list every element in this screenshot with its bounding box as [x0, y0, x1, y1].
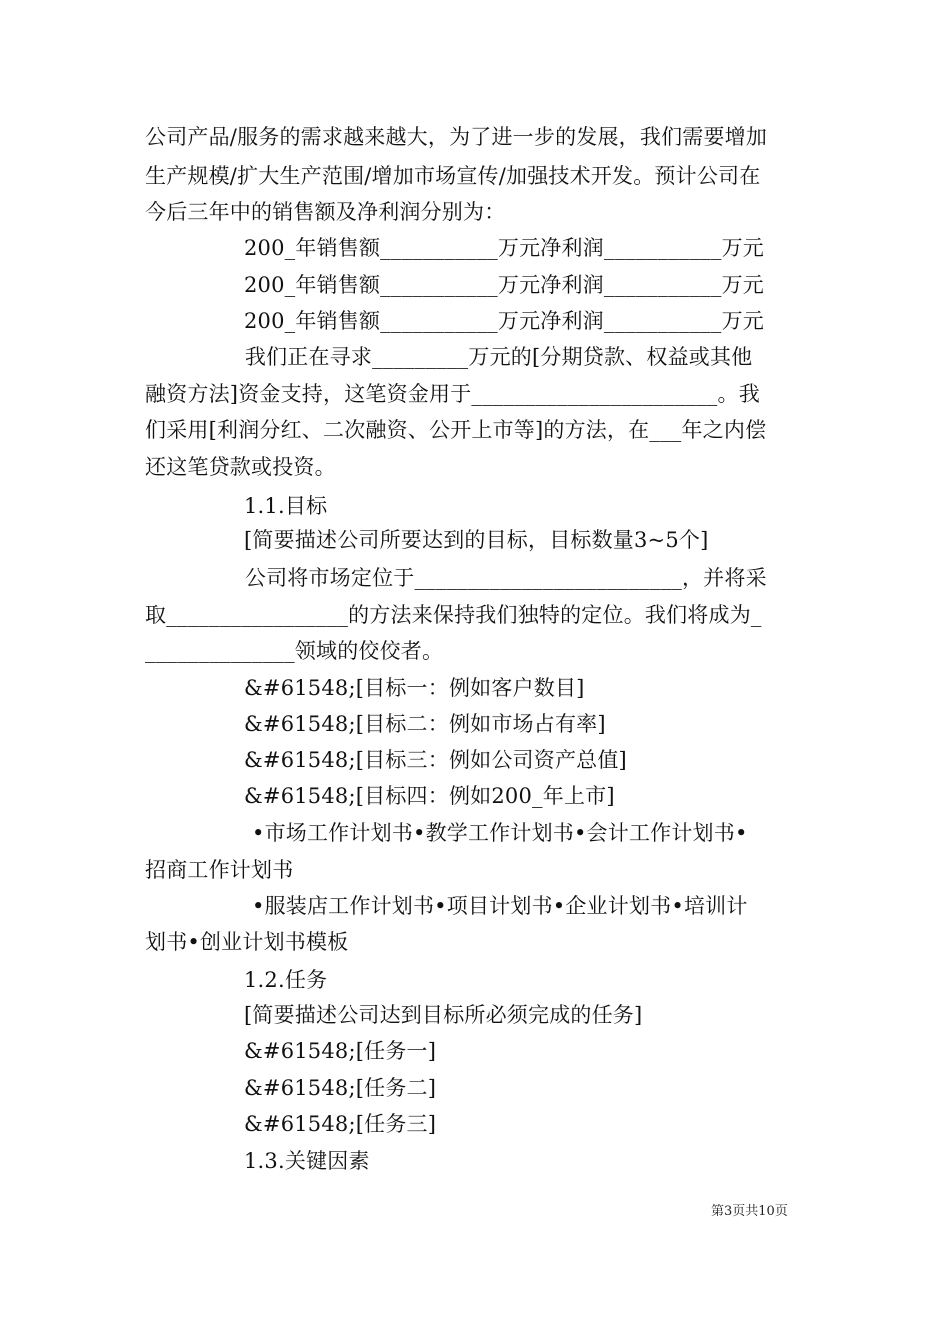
section-heading: 1.3.关键因素 [244, 1149, 370, 1173]
related-links-line: 划书•创业计划书模板 [145, 930, 349, 954]
sales-forecast-line: 200_年销售额___________万元净利润___________万元 [244, 309, 764, 333]
section-heading: 1.1.目标 [244, 494, 328, 518]
related-links-line: •市场工作计划书•教学工作计划书•会计工作计划书• [252, 821, 748, 845]
paragraph-line: 今后三年中的销售额及净利润分别为： [145, 200, 506, 224]
task-item: &#61548;[任务二] [244, 1076, 437, 1100]
paragraph-line: 我们正在寻求_________万元的[分期贷款、权益或其他 [238, 345, 753, 369]
related-links-line: 招商工作计划书 [145, 858, 294, 882]
related-links-line: •服装店工作计划书•项目计划书•企业计划书•培训计 [252, 894, 748, 918]
paragraph-line: 生产规模/扩大生产范围/增加市场宣传/加强技术开发。预计公司在 [145, 164, 761, 188]
goal-item: &#61548;[目标三：例如公司资产总值] [244, 748, 627, 772]
task-item: &#61548;[任务三] [244, 1112, 437, 1136]
goal-item: &#61548;[目标一：例如客户数目] [244, 676, 585, 700]
paragraph-line: ______________领域的佼佼者。 [145, 639, 444, 663]
task-item: &#61548;[任务一] [244, 1039, 437, 1063]
paragraph-line: 公司将市场定位于_________________________，并将采 [238, 566, 767, 590]
goal-item: &#61548;[目标二：例如市场占有率] [244, 712, 606, 736]
paragraph-line: 融资方法]资金支持，这笔资金用于_______________________。我 [145, 382, 760, 406]
section-description: [简要描述公司所要达到的目标，目标数量3~5个] [244, 528, 709, 552]
page-number: 第3页共10页 [711, 1204, 788, 1219]
section-heading: 1.2.任务 [244, 968, 328, 992]
paragraph-line: 公司产品/服务的需求越来越大，为了进一步的发展，我们需要增加 [145, 125, 768, 149]
sales-forecast-line: 200_年销售额___________万元净利润___________万元 [244, 236, 764, 260]
paragraph-line: 们采用[利润分红、二次融资、公开上市等]的方法，在___年之内偿 [145, 418, 767, 442]
paragraph-line: 还这笔贷款或投资。 [145, 455, 336, 479]
section-description: [简要描述公司达到目标所必须完成的任务] [244, 1003, 643, 1027]
goal-item: &#61548;[目标四：例如200_年上市] [244, 784, 615, 808]
paragraph-line: 取_________________的方法来保持我们独特的定位。我们将成为_ [145, 603, 762, 627]
sales-forecast-line: 200_年销售额___________万元净利润___________万元 [244, 273, 764, 297]
